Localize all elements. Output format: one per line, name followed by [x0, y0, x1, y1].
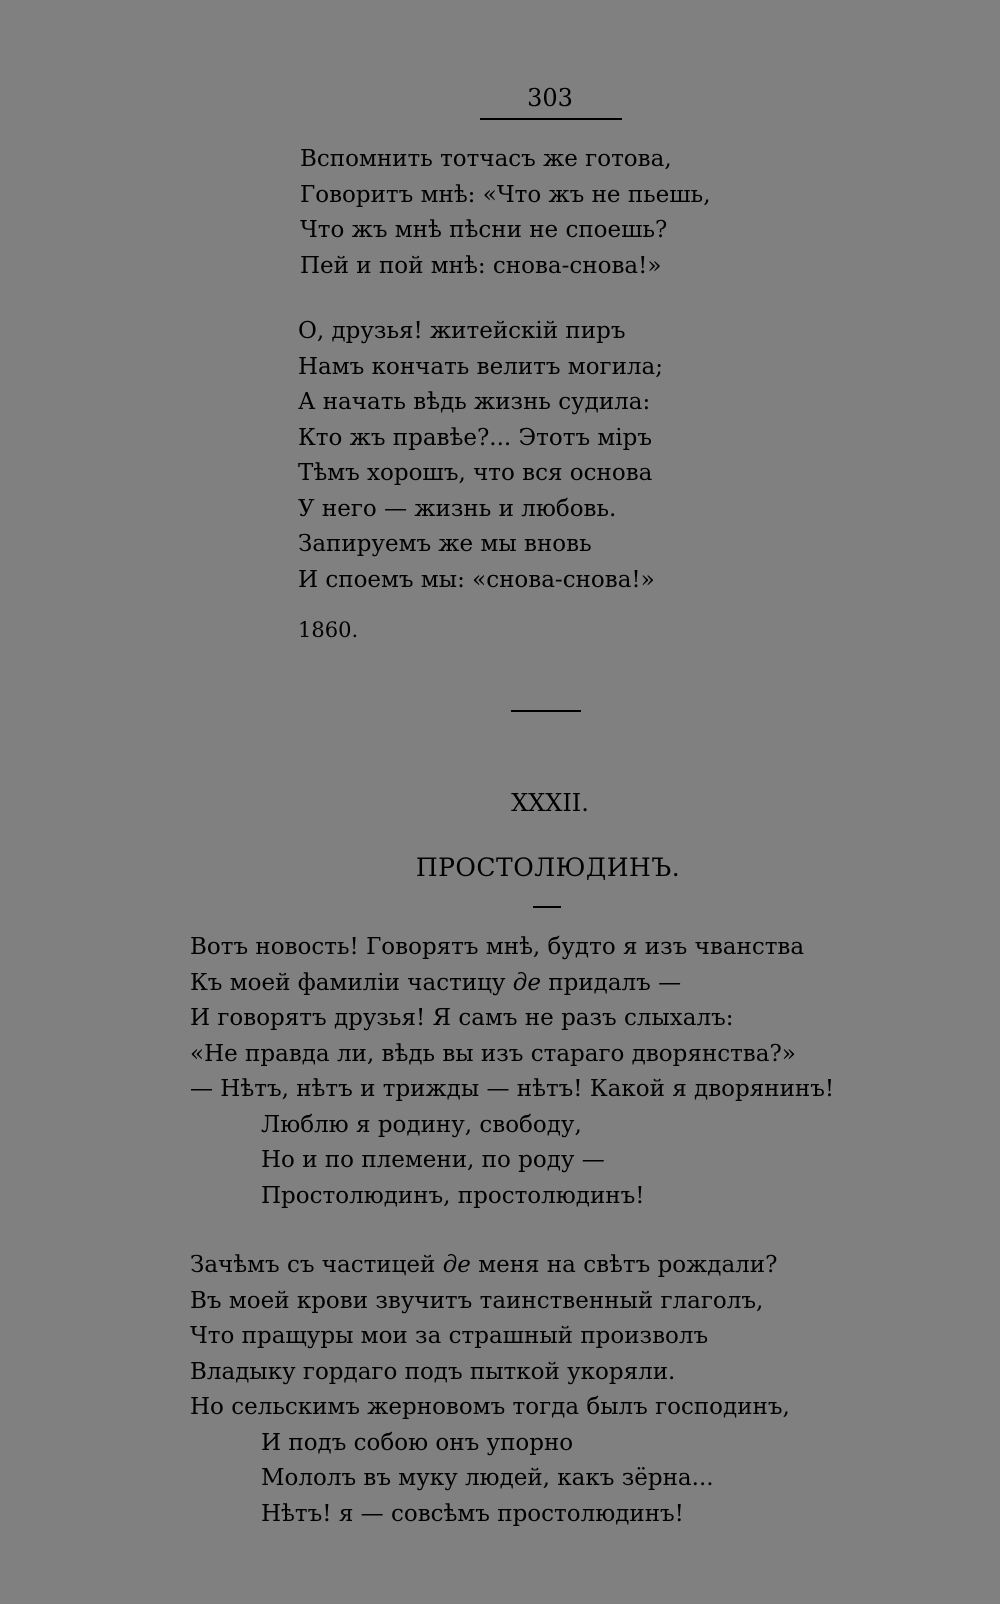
verse-line: И споемъ мы: «снова-снова!»	[298, 566, 655, 593]
verse-line: Мололъ въ муку людей, какъ зёрна...	[261, 1465, 714, 1491]
verse-line: И подъ собою онъ упорно	[261, 1429, 574, 1456]
verse-line: Вспомнить тотчасъ же готова,	[300, 146, 672, 172]
verse-line	[190, 966, 834, 1002]
verse-line: Вотъ новость! Говорятъ мнѣ, будто я изъ чванства	[190, 934, 805, 960]
stanza-3	[190, 930, 834, 1214]
verse-line: Люблю я родину, свободу,	[261, 1111, 582, 1138]
verse-line: Но и по племени, по роду —	[261, 1147, 605, 1173]
poem-date: 1860.	[298, 618, 359, 642]
verse-segment: Зачѣмъ съ частицей	[190, 1252, 443, 1278]
verse-line: Запируемъ же мы вновь	[298, 531, 592, 557]
verse-line: Владыку гордаго подъ пыткой укоряли.	[190, 1358, 676, 1385]
verse-line: А начать вѣдь жизнь судила:	[298, 389, 651, 415]
verse-line: И говорятъ друзья! Я самъ не разъ слыхалъ:	[190, 1005, 734, 1031]
verse-segment: придалъ —	[540, 969, 682, 996]
verse-line: — Нѣтъ, нѣтъ и трижды — нѣтъ! Какой я дворянинъ!	[190, 1076, 835, 1102]
verse-segment: меня на свѣтъ рождали?	[470, 1252, 778, 1278]
section-number: XXXII.	[511, 789, 589, 817]
verse-line: Кто жъ правѣе?... Этотъ міръ	[298, 424, 652, 451]
verse-line: Пей и пой мнѣ: снова-снова!»	[300, 252, 662, 279]
verse-line: Но сельскимъ жерновомъ тогда былъ господинъ,	[190, 1394, 790, 1420]
verse-line: Что жъ мнѣ пѣсни не споешь?	[300, 217, 668, 243]
title-rule	[533, 906, 561, 908]
verse-line: Намъ кончать велитъ могила;	[298, 353, 663, 380]
verse-line	[190, 1248, 790, 1284]
stanza-1	[300, 142, 711, 284]
verse-line: Тѣмъ хорошъ, что вся основа	[298, 460, 653, 486]
verse-segment: Къ моей фамиліи частицу	[190, 969, 513, 996]
page-number-rule	[480, 118, 622, 120]
verse-line: Въ моей крови звучитъ таинственный глаголъ,	[190, 1287, 764, 1314]
verse-line: У него — жизнь и любовь.	[298, 495, 617, 522]
verse-line: Что пращуры мои за страшный произволъ	[190, 1323, 709, 1349]
verse-line: Простолюдинъ, простолюдинъ!	[261, 1182, 645, 1209]
verse-line: Говоритъ мнѣ: «Что жъ не пьешь,	[300, 181, 711, 208]
page-number: 303	[527, 84, 573, 112]
verse-italic: де	[512, 969, 541, 996]
section-divider	[511, 710, 581, 712]
stanza-4	[190, 1248, 790, 1532]
verse-line: «Не правда ли, вѣдь вы изъ стараго дворянства?»	[190, 1040, 796, 1067]
stanza-2	[298, 314, 663, 598]
verse-italic: де	[442, 1252, 471, 1278]
poem-title: ПРОСТОЛЮДИНЪ.	[415, 853, 681, 882]
verse-line: Нѣтъ! я — совсѣмъ простолюдинъ!	[261, 1500, 684, 1527]
verse-line: О, друзья! житейскій пиръ	[298, 318, 626, 344]
